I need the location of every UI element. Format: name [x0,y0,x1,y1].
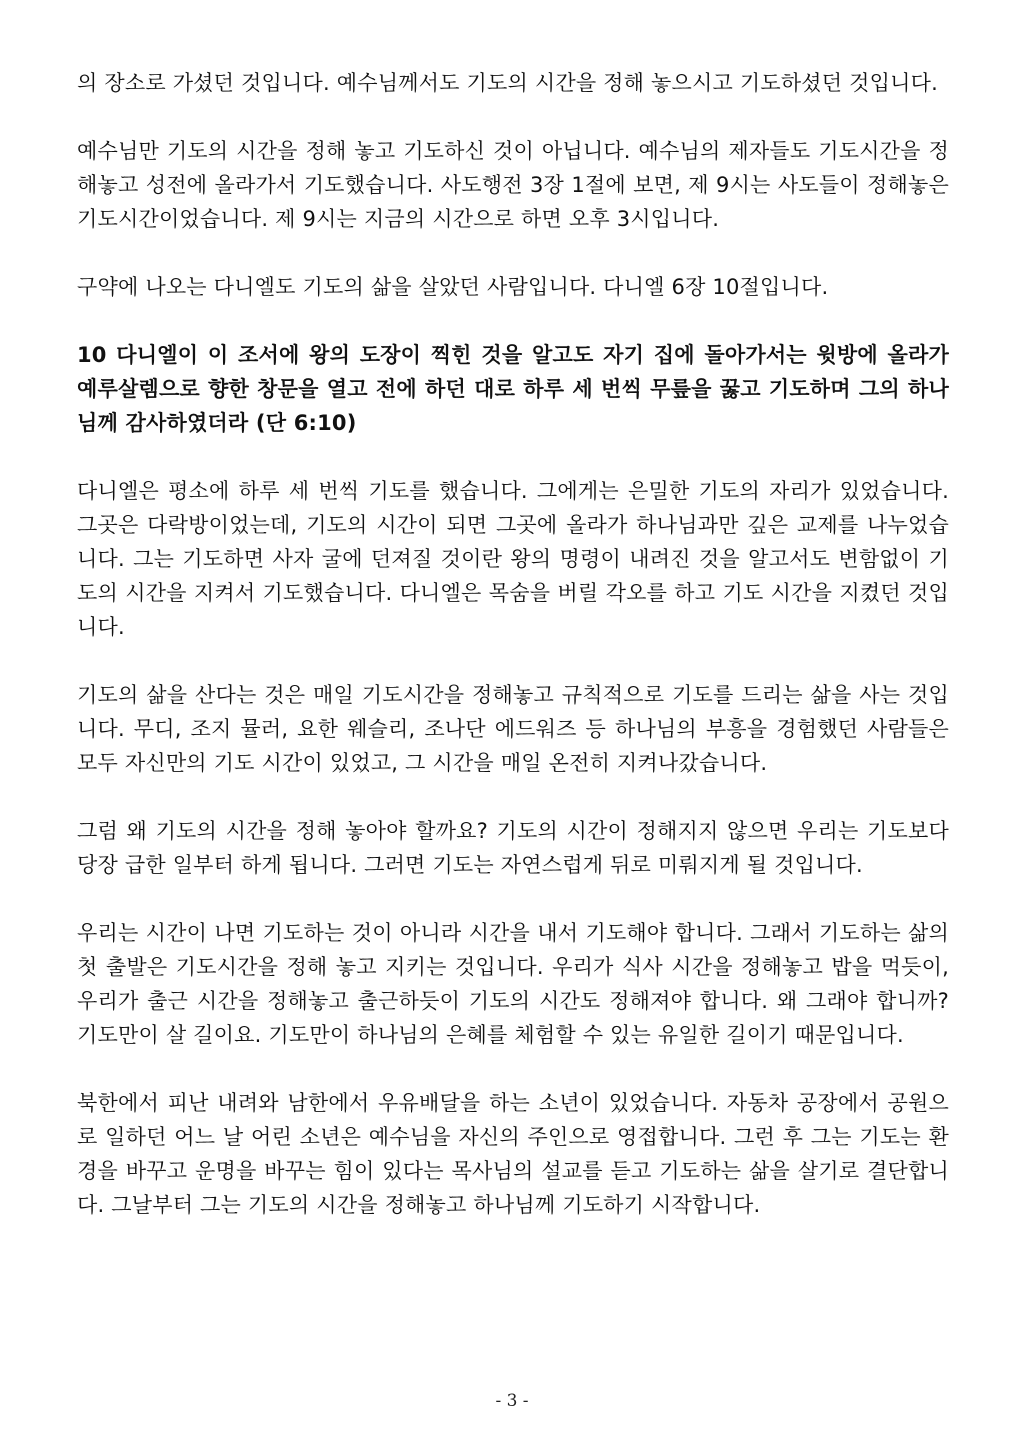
paragraph: 다니엘은 평소에 하루 세 번씩 기도를 했습니다. 그에게는 은밀한 기도의 자리가 있었습니다. 그곳은 다락방이었는데, 기도의 시간이 되면 그곳에 올라가 하나님과만 깊은 교제를 나누었습니다. 그는 기도하면 사자 굴에 던져질 것이란 왕의 명령이 내려진 것을 알고서도 변함없이 기도의 시간을 지켜서 기도했습니다. 다니엘은 목숨을 버릴 각오를 하고 기도 시간을 지켰던 것입니다. [77,479,949,639]
page-number: - 3 - [495,1391,529,1411]
document-body [77,66,949,1256]
paragraph: 구약에 나오는 다니엘도 기도의 삶을 살았던 사람입니다. 다니엘 6장 10절입니다. [77,275,829,299]
paragraph: 기도의 삶을 산다는 것은 매일 기도시간을 정해놓고 규칙적으로 기도를 드리는 삶을 사는 것입니다. 무디, 조지 뮬러, 요한 웨슬리, 조나단 에드워즈 등 하나님의 부흥을 경험했던 사람들은 모두 자신만의 기도 시간이 있었고, 그 시간을 매일 온전히 지켜나갔습니다. [77,683,949,775]
paragraph: 의 장소로 가셨던 것입니다. 예수님께서도 기도의 시간을 정해 놓으시고 기도하셨던 것입니다. [77,71,938,95]
paragraph: 예수님만 기도의 시간을 정해 놓고 기도하신 것이 아닙니다. 예수님의 제자들도 기도시간을 정해놓고 성전에 올라가서 기도했습니다. 사도행전 3장 1절에 보면, 제 9시는 사도들이 정해놓은 기도시간이었습니다. 제 9시는 지금의 시간으로 하면 오후 3시입니다. [77,139,949,231]
paragraph: 그럼 왜 기도의 시간을 정해 놓아야 할까요? 기도의 시간이 정해지지 않으면 우리는 기도보다 당장 급한 일부터 하게 됩니다. 그러면 기도는 자연스럽게 뒤로 미뤄지게 될 것입니다. [77,819,949,877]
paragraph: 북한에서 피난 내려와 남한에서 우유배달을 하는 소년이 있었습니다. 자동차 공장에서 공원으로 일하던 어느 날 어린 소년은 예수님을 자신의 주인으로 영접합니다. 그런 후 그는 기도는 환경을 바꾸고 운명을 바꾸는 힘이 있다는 목사님의 설교를 듣고 기도하는 삶을 살기로 결단합니다. 그날부터 그는 기도의 시간을 정해놓고 하나님께 기도하기 시작합니다. [77,1091,949,1217]
paragraph: 우리는 시간이 나면 기도하는 것이 아니라 시간을 내서 기도해야 합니다. 그래서 기도하는 삶의 첫 출발은 기도시간을 정해 놓고 지키는 것입니다. 우리가 식사 시간을 정해놓고 밥을 먹듯이, 우리가 출근 시간을 정해놓고 출근하듯이 기도의 시간도 정해져야 합니다. 왜 그래야 합니까? 기도만이 살 길이요. 기도만이 하나님의 은혜를 체험할 수 있는 유일한 길이기 때문입니다. [77,921,949,1047]
scripture-quote: 10 다니엘이 이 조서에 왕의 도장이 찍힌 것을 알고도 자기 집에 돌아가서는 윗방에 올라가 예루살렘으로 향한 창문을 열고 전에 하던 대로 하루 세 번씩 무릎을 꿇고 기도하며 그의 하나님께 감사하였더라 (단 6:10) [77,343,949,435]
